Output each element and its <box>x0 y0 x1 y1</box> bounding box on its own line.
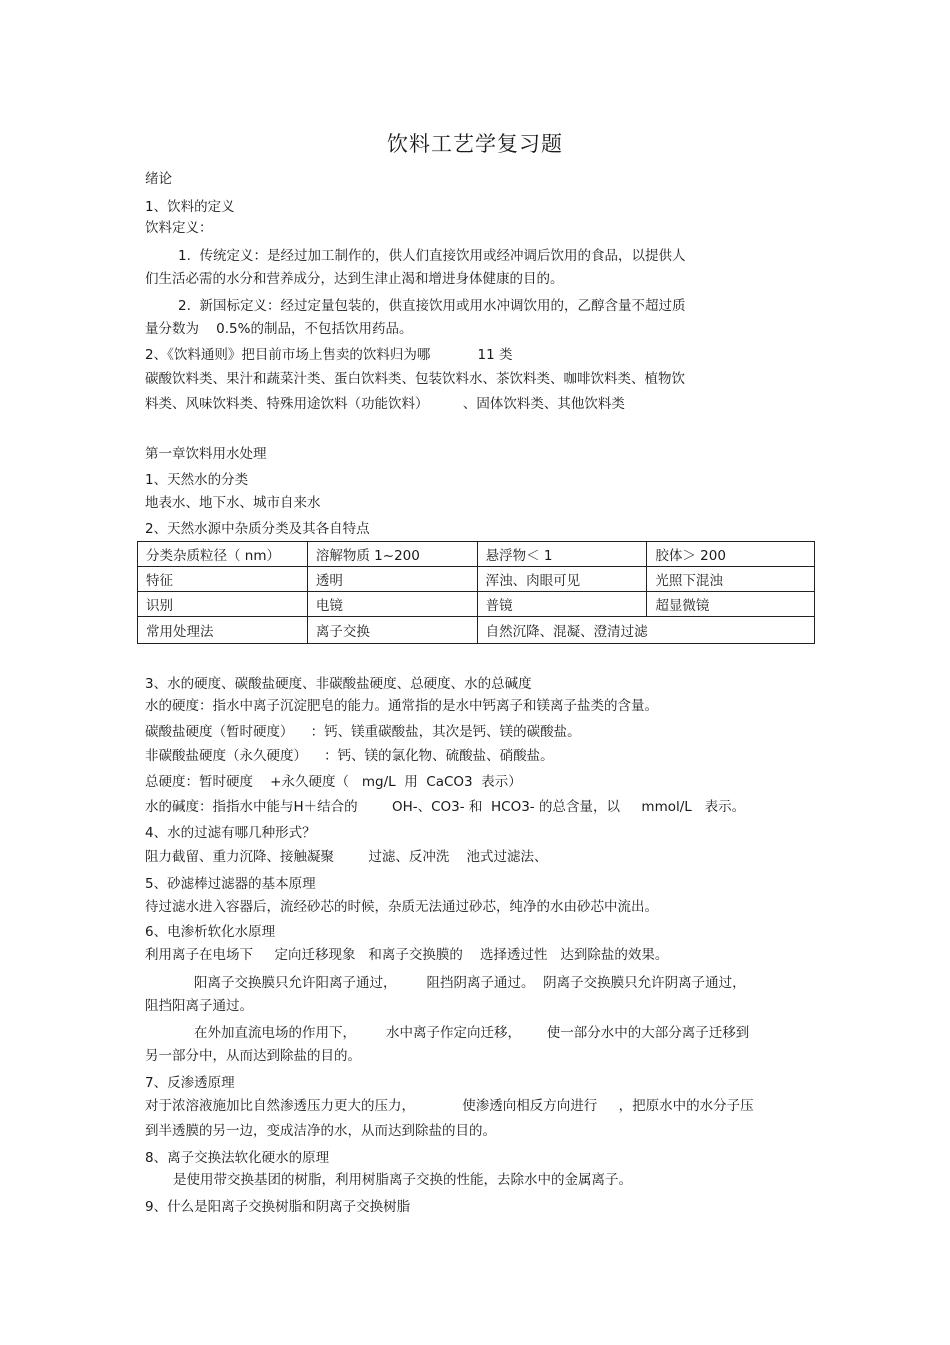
definition-1-line-2: 们生活必需的水分和营养成分，达到生津止渴和增进身体健康的目的。 <box>145 271 564 287</box>
section-heading-intro: 绪论 <box>145 171 172 187</box>
ch1-question-2: 2、天然水源中杂质分类及其各自特点 <box>145 521 370 537</box>
impurity-table <box>137 541 815 644</box>
question-2: 2、《饮料通则》把目前市场上售卖的饮料归为哪 11 类 <box>145 347 513 363</box>
definition-label: 饮料定义： <box>145 220 213 236</box>
definition-2-line-1: 2. 新国标定义：经过定量包装的，供直接饮用或用水冲调饮用的，乙醇含量不超过质 <box>178 298 686 314</box>
ch1-question-7: 7、反渗透原理 <box>145 1075 235 1091</box>
chapter-1-heading: 第一章饮料用水处理 <box>145 446 267 462</box>
ch1-question-5: 5、砂滤棒过滤器的基本原理 <box>145 876 316 892</box>
table-cell: 分类杂质粒径（ nm） <box>138 542 308 567</box>
ch1-question-9: 9、什么是阳离子交换树脂和阴离子交换树脂 <box>145 1199 411 1215</box>
ch1-answer-6-line-5: 另一部分中，从而达到除盐的目的。 <box>145 1048 361 1064</box>
table-cell: 识别 <box>138 592 308 617</box>
ch1-answer-3-line-5: 水的碱度：指指水中能与H＋结合的 OH-、CO3- 和 HCO3- 的总含量，以 mmol/L 表示。 <box>145 799 746 815</box>
table-cell: 自然沉降、混凝、澄清过滤 <box>477 617 814 644</box>
table-row <box>138 567 815 592</box>
ch1-question-4: 4、水的过滤有哪几种形式？ <box>145 825 316 841</box>
document-title: 饮料工艺学复习题 <box>387 132 563 156</box>
table-cell: 透明 <box>307 567 477 592</box>
ch1-question-6: 6、电渗析软化水原理 <box>145 924 276 940</box>
ch1-answer-5: 待过滤水进入容器后，流经砂芯的时候，杂质无法通过砂芯，纯净的水由砂芯中流出。 <box>145 899 658 915</box>
ch1-answer-6-line-4: 在外加直流电场的作用下， 水中离子作定向迁移， 使一部分水中的大部分离子迁移到 <box>194 1025 750 1041</box>
definition-1-line-1: 1. 传统定义：是经过加工制作的，供人们直接饮用或经冲调后饮用的食品，以提供人 <box>178 248 686 264</box>
ch1-answer-6-line-2: 阳离子交换膜只允许阳离子通过， 阻挡阴离子通过。 阴离子交换膜只允许阴离子通过， <box>194 975 746 991</box>
ch1-answer-3-line-3: 非碳酸盐硬度（永久硬度） ：钙、镁的氯化物、硫酸盐、硝酸盐。 <box>145 748 554 764</box>
ch1-answer-1: 地表水、地下水、城市自来水 <box>145 495 321 511</box>
ch1-answer-8: 是使用带交换基团的树脂，利用树脂离子交换的性能，去除水中的金属离子。 <box>173 1172 632 1188</box>
table-cell: 超显微镜 <box>647 592 815 617</box>
table-cell: 胶体＞ 200 <box>647 542 815 567</box>
table-cell: 常用处理法 <box>138 617 308 644</box>
table-cell: 电镜 <box>307 592 477 617</box>
ch1-question-8: 8、离子交换法软化硬水的原理 <box>145 1150 330 1166</box>
table-cell: 悬浮物＜ 1 <box>477 542 647 567</box>
table-cell: 溶解物质 1~200 <box>307 542 477 567</box>
table-cell: 普镜 <box>477 592 647 617</box>
ch1-question-1: 1、天然水的分类 <box>145 472 249 488</box>
table-cell: 特征 <box>138 567 308 592</box>
answer-2-line-2: 料类、风味饮料类、特殊用途饮料（功能饮料） 、固体饮料类、其他饮料类 <box>145 396 625 412</box>
ch1-answer-3-line-2: 碳酸盐硬度（暂时硬度） ：钙、镁重碳酸盐，其次是钙、镁的碳酸盐。 <box>145 724 581 740</box>
ch1-answer-3-line-4: 总硬度：暂时硬度 +永久硬度（ mg/L 用 CaCO3 表示） <box>145 774 522 790</box>
table-row <box>138 617 815 644</box>
table-row <box>138 542 815 567</box>
table-cell: 离子交换 <box>307 617 477 644</box>
ch1-answer-3-line-1: 水的硬度：指水中离子沉淀肥皂的能力。通常指的是水中钙离子和镁离子盐类的含量。 <box>145 698 658 714</box>
table-row <box>138 592 815 617</box>
table-cell: 光照下混浊 <box>647 567 815 592</box>
ch1-answer-4: 阻力截留、重力沉降、接触凝聚 过滤、反冲洗 池式过滤法、 <box>145 849 548 865</box>
table-cell: 浑浊、肉眼可见 <box>477 567 647 592</box>
ch1-question-3: 3、水的硬度、碳酸盐硬度、非碳酸盐硬度、总硬度、水的总碱度 <box>145 676 532 692</box>
ch1-answer-6-line-1: 利用离子在电场下 定向迁移现象 和离子交换膜的 选择透过性 达到除盐的效果。 <box>145 947 669 963</box>
answer-2-line-1: 碳酸饮料类、果汁和蔬菜汁类、蛋白饮料类、包装饮料水、茶饮料类、咖啡饮料类、植物饮 <box>145 371 685 387</box>
question-1: 1、饮料的定义 <box>145 199 235 215</box>
definition-2-line-2: 量分数为 0.5%的制品，不包括饮用药品。 <box>145 321 413 337</box>
ch1-answer-7-line-2: 到半透膜的另一边，变成洁净的水，从而达到除盐的目的。 <box>145 1123 496 1139</box>
ch1-answer-6-line-3: 阻挡阳离子通过。 <box>145 998 253 1014</box>
ch1-answer-7-line-1: 对于浓溶液施加比自然渗透压力更大的压力， 使渗透向相反方向进行 ，把原水中的水分子压 <box>145 1098 754 1114</box>
